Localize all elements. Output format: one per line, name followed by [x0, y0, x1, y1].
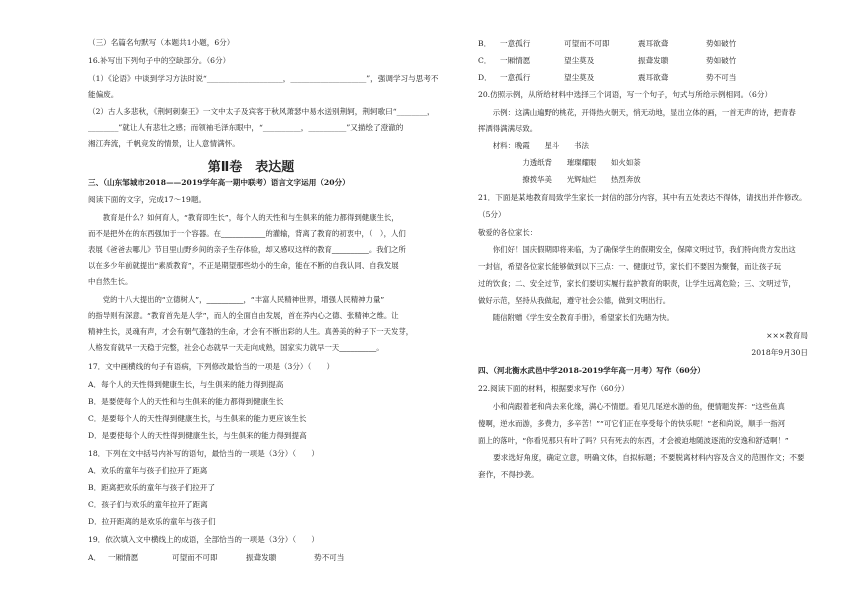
example-line: 示例：这满山遍野的桃花，开得热火朝天，悄无动地，显出立体的画，一首无声的诗，把青春 [478, 108, 796, 117]
option-word: 望尘莫及 [564, 56, 595, 65]
option-letter: C． [478, 56, 492, 65]
section-four-heading: 四、（河北衡水武邑中学2018-2019学年高一月考）写作（60分） [478, 366, 705, 375]
option-word: 势如破竹 [706, 39, 737, 48]
option-word: 振聋发聩 [246, 553, 277, 562]
question-16-part1-cont: 能偏废。 [88, 90, 119, 99]
passage-line: 中自然生长。 [88, 277, 133, 286]
question-16: 16.补写出下列句子中的空缺部分。（6分） [88, 56, 231, 65]
letter-line: 随信附赠《学生安全教育手册》，希望家长们先睹为快。 [478, 313, 674, 322]
option-word: 一厢情愿 [108, 553, 139, 562]
section-heading: （三）名篇名句默写（本题共1小题，6分） [88, 38, 235, 47]
option-18d: D．拉开距离的是欢乐的童年与孩子们 [88, 517, 216, 526]
writing-material-line: 小和尚跟着老和尚去来化缘，满心不情愿。看见几尾逆水游的鱼，便情题发挥：“这些鱼真 [478, 402, 785, 411]
option-word: 一意孤行 [500, 73, 531, 82]
material-line: 撩拨华美 光辉灿烂 热烈奔放 [478, 175, 641, 184]
option-word: 势如破竹 [706, 56, 737, 65]
option-17a: A．每个人的天性得到健康生长，与生俱来的能力得到提高 [88, 380, 284, 389]
option-word: 一意孤行 [500, 39, 531, 48]
option-18c: C．孩子们与欢乐的童年拉开了距离 [88, 500, 208, 509]
reading-instruction: 阅读下面的文字，完成17～19题。 [88, 195, 207, 204]
passage-line: 教育是什么？如何育人，“教育即生长”，每个人的天性和与生俱来的能力都得到健康生长， [88, 213, 399, 222]
material-line: 材料：晚霞 星斗 书法 [478, 141, 589, 150]
material-line: 力透纸背 璀璨耀眼 如火如荼 [478, 158, 641, 167]
writing-material-line: 傻啊，逆水而游，多费力，多辛苦！”“可它们正在享受每个的快乐呢！”老和尚说，顺手一指河 [478, 419, 786, 428]
passage-line: 表展《爸爸去哪儿》节目里山野乡间的亲子生存体验，却又感叹这样的教育__________。我们之所 [88, 245, 406, 254]
option-letter: A． [88, 553, 102, 562]
question-21-points: （5分） [478, 210, 506, 219]
passage-line: 党的十八大提出的“立德树人”，__________，“丰富人民精神世界，增强人民精神力量” [88, 295, 385, 304]
question-16-part2: （2）古人多悲秋，《荆轲刺秦王》一文中太子及宾客于秋风萧瑟中易水送别荆轲，荆轲歌曰“________， [88, 107, 435, 116]
option-word: 可望而不可即 [564, 39, 610, 48]
option-18a: A．欢乐的童年与孩子们拉开了距离 [88, 466, 208, 475]
question-18: 18．下列在文中括号内补写的语句，最恰当的一项是（3分）（ ） [88, 449, 319, 458]
option-17c: C．是要每个人的天性得到健康生长，与生俱来的能力更应该生长 [88, 414, 307, 423]
letter-date: 2018年9月30日 [751, 348, 808, 357]
option-word: 振聋发聩 [638, 56, 669, 65]
passage-line: 人格发育就早一天稳于完整，社会心态就早一天走向成熟，国家实力就早一天__________。 [88, 343, 384, 352]
option-17d: D．是要使每个人的天性得到健康生长，与生俱来的能力得到提高 [88, 431, 307, 440]
question-16-part2-end: 湘江奔流，千帆竞发的情景，让人意情满怀。 [88, 139, 240, 148]
section-title: 第Ⅱ卷 表达题 [207, 160, 295, 175]
question-21: 21．下面是某地教育局致学生家长一封信的部分内容，其中有五处表达不得体，请找出并作修改。 [478, 193, 807, 202]
option-word: 势不可当 [314, 553, 345, 562]
option-word: 震耳欲聋 [638, 73, 669, 82]
letter-signature: ×××教育局 [766, 331, 808, 340]
question-16-part2-cont: ________”就让人有悲壮之感；而领袖毛泽东眼中，“__________，__________”又描绘了澄澈的 [88, 123, 404, 132]
section-three-heading: 三、（山东邹城市2018——2019学年高一期中联考）语言文字运用（20分） [88, 178, 350, 187]
letter-greeting: 敬爱的各位家长： [478, 228, 538, 237]
writing-requirement: 要求选好角度，确定立意，明确文体，自拟标题；不要脱离材料内容及含义的范围作文；不要 [478, 453, 805, 462]
option-letter: D． [478, 73, 492, 82]
option-17b: B．是要使每个人的天性和与生俱来的能力都得到健康生长 [88, 397, 284, 406]
option-word: 势不可当 [706, 73, 737, 82]
question-16-part1: （1）《论语》中谈到学习方法时说“____________________，____________________”，强调学习与思考不 [88, 74, 439, 83]
question-17: 17．文中画横线的句子有语病，下列修改最恰当的一项是（3分）（ ） [88, 362, 335, 371]
question-19: 19．依次填入文中横线上的成语，全部恰当的一项是（3分）（ ） [88, 535, 319, 544]
option-18b: B．距离把欢乐的童年与孩子们拉开了 [88, 483, 216, 492]
option-word: 一厢情愿 [500, 56, 531, 65]
option-word: 望尘莫及 [564, 73, 595, 82]
passage-line: 以在多少年前就提出“素质教育”，不正是期望那些幼小的生命，能在不断的自我认同、自我发展 [88, 261, 399, 270]
option-word: 震耳欲聋 [638, 39, 669, 48]
passage-line: 的指导则有深意。“教育首先是人学”，而人的全面自由发展，首在养内心之德、张精神之维。让 [88, 311, 399, 320]
passage-line: 精神生长，灵魂有声，才会有朝气蓬勃的生命，才会有不断出彩的人生。真善美的种子下一天发芽， [88, 327, 414, 336]
letter-line: 一封信，希望各位家长能够做到以下三点：一、健康过节，家长们不要因为聚餐，而让孩子玩 [478, 262, 782, 271]
question-20: 20.仿照示例，从所给材料中选择三个词语，写一个句子，句式与所给示例相同。（6分） [478, 90, 773, 99]
writing-requirement: 套作，不得抄袭。 [478, 470, 539, 479]
option-word: 可望而不可即 [172, 553, 218, 562]
writing-material-line: 面上的落叶，“你看见那只有叶了吗？只有死去的东西，才会被迫地随波逐流的安逸和舒适啊！” [478, 436, 789, 445]
option-letter: B． [478, 39, 492, 48]
letter-line: 你们好！国庆假期即将来临，为了确保学生的假期安全，保障文明过节，我们特向贵方发出这 [478, 245, 796, 254]
example-line: 挥洒得满满尽致。 [478, 124, 538, 133]
letter-line: 过的饮食；二、安全过节，家长们要切实履行监护教育的职责，让学生远离危险；三、文明过节， [478, 279, 796, 288]
passage-line: 而不是把外在的东西强加于一个容器。在____________的灌输，背离了教育的初衷中，（ ），人们 [88, 229, 406, 238]
question-22: 22.阅读下面的材料，根据要求写作（60分） [478, 384, 629, 393]
letter-line: 做好示范，坚持从我做起，遵守社会公德，做到文明出行。 [478, 296, 671, 305]
